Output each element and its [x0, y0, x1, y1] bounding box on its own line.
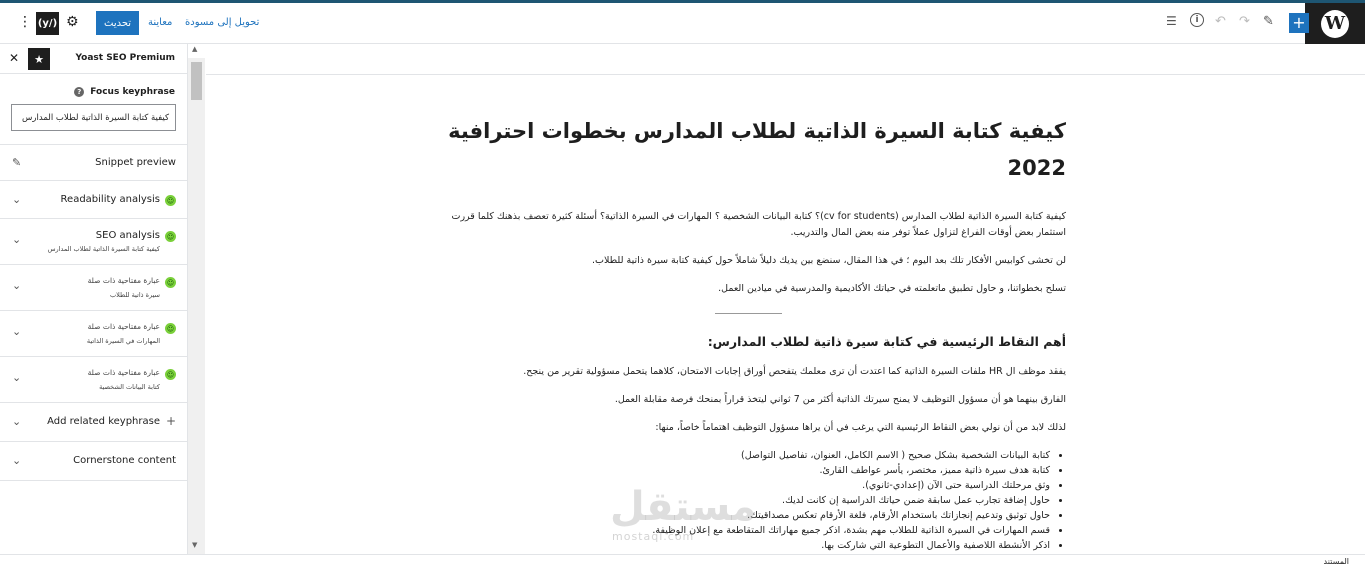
related-keyphrase-row[interactable]: [0, 310, 188, 356]
focus-keyphrase-input[interactable]: كيفية كتابة السيرة الذاتية لطلاب المدارس: [11, 104, 176, 131]
scroll-up-icon[interactable]: ▲: [192, 45, 198, 53]
edit-icon: ✎: [12, 156, 22, 169]
chevron-down-icon: ⌄: [12, 193, 22, 206]
info-icon[interactable]: i: [1190, 13, 1204, 27]
sidebar-scrollbar[interactable]: [188, 58, 205, 554]
switch-to-draft-button[interactable]: تحويل إلى مسودة: [185, 17, 260, 28]
redo-icon[interactable]: ↷: [1239, 14, 1250, 29]
chevron-down-icon: ⌄: [12, 371, 22, 384]
paragraph-block[interactable]: كيفية كتابة السيرة الذاتية لطلاب المدارس (cv for students)؟ كتابة البيانات الشخصية ؟ المهارات في السيرة الذاتية؟ أسئلة كثيرة تعصف بذهنك كلما قررت استثمار بعض أوقات الفراغ لتزاول عملاً توفر منه بعض المال والتدريب.: [451, 211, 1066, 238]
paragraph-block[interactable]: الفارق بينهما هو أن مسؤول التوظيف لا يمنح سيرتك الذاتية أكثر من 7 ثواني ليتخذ قراراً بمنحك فرصة مقابلة العمل.: [614, 394, 1066, 405]
list-item[interactable]: • وثق مرحلتك الدراسية حتى الآن (إعدادي-ثانوي).: [430, 478, 1050, 493]
heading-block[interactable]: أهم النقاط الرئيسية في كتابة سيرة ذاتية لطلاب المدارس:: [707, 334, 1066, 349]
related-keyphrase-title: عبارة مفتاحية ذات صلة: [87, 368, 160, 377]
related-keyphrase-title: عبارة مفتاحية ذات صلة: [87, 322, 160, 331]
list-item[interactable]: • اذكر الأنشطة اللاصفية والأعمال التطوعية التي شاركت بها.: [430, 538, 1050, 553]
chevron-down-icon: ⌄: [12, 415, 22, 428]
sidebar-scroll-thumb[interactable]: [191, 62, 202, 100]
star-icon[interactable]: ★: [28, 48, 50, 70]
add-related-label: Add related keyphrase: [47, 416, 160, 427]
undo-icon[interactable]: ↶: [1215, 14, 1226, 29]
focus-keyphrase-text: Focus keyphrase: [90, 87, 175, 97]
yoast-sidebar: [0, 44, 188, 554]
list-item[interactable]: • كتابة البيانات الشخصية بشكل صحيح ( الاسم الكامل، العنوان، تفاصيل التواصل): [430, 448, 1050, 463]
cornerstone-row[interactable]: [0, 441, 188, 481]
readability-row[interactable]: [0, 180, 188, 218]
seo-analysis-label: SEO analysis: [95, 230, 160, 241]
list-item[interactable]: • حاول إضافة تجارب عمل سابقة ضمن حياتك الدراسية إن كانت لديك.: [430, 493, 1050, 508]
related-keyphrase-sub: كتابة البيانات الشخصية: [99, 383, 160, 391]
breadcrumb[interactable]: المستند: [1323, 557, 1349, 566]
related-keyphrase-sub: المهارات في السيرة الذاتية: [86, 337, 160, 345]
separator-block[interactable]: [715, 313, 782, 314]
chevron-down-icon: ⌄: [12, 325, 22, 338]
gear-icon[interactable]: ⚙: [66, 14, 79, 30]
paragraph-block[interactable]: لن تخشى كوابيس الأفكار تلك بعد اليوم ؛ في هذا المقال، سنضع بين يديك دليلاً شاملاً حول كيفية كتابة سيرة ذاتية للطلاب.: [592, 255, 1066, 266]
related-keyphrase-sub: سيرة ذاتية للطلاب: [110, 291, 160, 299]
preview-button[interactable]: معاينة: [148, 17, 173, 28]
list-item[interactable]: • حاول توثيق وتدعيم إنجازاتك باستخدام الأرقام، فلغة الأرقام تعكس مصداقيتك.: [430, 508, 1050, 523]
close-icon[interactable]: ✕: [9, 51, 20, 65]
related-keyphrase-row[interactable]: [0, 264, 188, 310]
sidebar-title: Yoast SEO Premium: [75, 53, 175, 63]
smile-icon: ☺: [166, 196, 175, 205]
plus-icon: +: [165, 414, 176, 428]
snippet-preview-label: Snippet preview: [95, 157, 176, 168]
wordpress-logo[interactable]: [1305, 3, 1365, 44]
yoast-toggle-button[interactable]: (y/): [36, 12, 59, 35]
focus-keyphrase-label: [74, 87, 175, 97]
list-item[interactable]: • قسم المهارات في السيرة الذاتية للطلاب مهم بشدة، اذكر جميع مهاراتك المتقاطعة مع إعلان الوظيفة.: [430, 523, 1050, 538]
chevron-down-icon: ⌄: [12, 279, 22, 292]
scroll-down-icon[interactable]: ▼: [192, 541, 198, 549]
paragraph-block[interactable]: لذلك لابد من أن نولي بعض النقاط الرئيسية التي يرغب في أن يراها مسؤول التوظيف اهتماماً خاصاً، منها:: [655, 422, 1066, 433]
cornerstone-label: Cornerstone content: [73, 455, 176, 466]
smile-icon: ☺: [166, 370, 175, 379]
editor-footer: [0, 554, 1365, 569]
seo-analysis-keyphrase: كيفية كتابة السيرة الذاتية لطلاب المدارس: [47, 245, 160, 253]
paragraph-block[interactable]: تسلح بخطواتنا، و حاول تطبيق ماتعلمته في حياتك الأكاديمية والمدرسية في ميادين العمل.: [718, 283, 1066, 294]
post-title[interactable]: كيفية كتابة السيرة الذاتية لطلاب المدارس بخطوات احترافية 2022: [448, 119, 1066, 180]
snippet-preview-row[interactable]: [0, 144, 188, 180]
seo-analysis-row[interactable]: [0, 218, 188, 264]
pencil-icon[interactable]: ✎: [1263, 14, 1274, 29]
smile-icon: ☺: [166, 278, 175, 287]
list-view-icon[interactable]: ☰: [1166, 14, 1177, 28]
related-keyphrase-row[interactable]: [0, 356, 188, 402]
add-related-keyphrase-row[interactable]: [0, 402, 188, 441]
readability-label: Readability analysis: [60, 194, 160, 205]
content-header-area: [206, 44, 1365, 75]
smile-icon: ☺: [166, 324, 175, 333]
paragraph-block[interactable]: يفقد موظف ال HR ملفات السيرة الذاتية كما اعتدت أن ترى معلمك يتفحص أوراق إجابات الامتحان، كلاهما يتحمل مسؤولية تقرير من ينجح.: [523, 366, 1066, 377]
chevron-down-icon: ⌄: [12, 454, 22, 467]
more-options-icon[interactable]: ⋮: [18, 14, 32, 30]
list-item[interactable]: • كتابة هدف سيرة ذاتية مميز، مختصر، يأسر عواطف القارئ.: [430, 463, 1050, 478]
watermark-url: mostaql.com: [612, 530, 695, 543]
sidebar-header: [0, 44, 187, 74]
update-button[interactable]: تحديث: [96, 11, 139, 35]
add-block-button[interactable]: +: [1289, 13, 1309, 33]
help-icon[interactable]: ?: [74, 87, 84, 97]
chevron-down-icon: ⌄: [12, 233, 22, 246]
smile-icon: ☺: [166, 232, 175, 241]
related-keyphrase-title: عبارة مفتاحية ذات صلة: [87, 276, 160, 285]
editor-toolbar: [0, 0, 1365, 44]
wordpress-icon: W: [1321, 10, 1349, 38]
watermark-logo: مستقل: [610, 484, 757, 530]
